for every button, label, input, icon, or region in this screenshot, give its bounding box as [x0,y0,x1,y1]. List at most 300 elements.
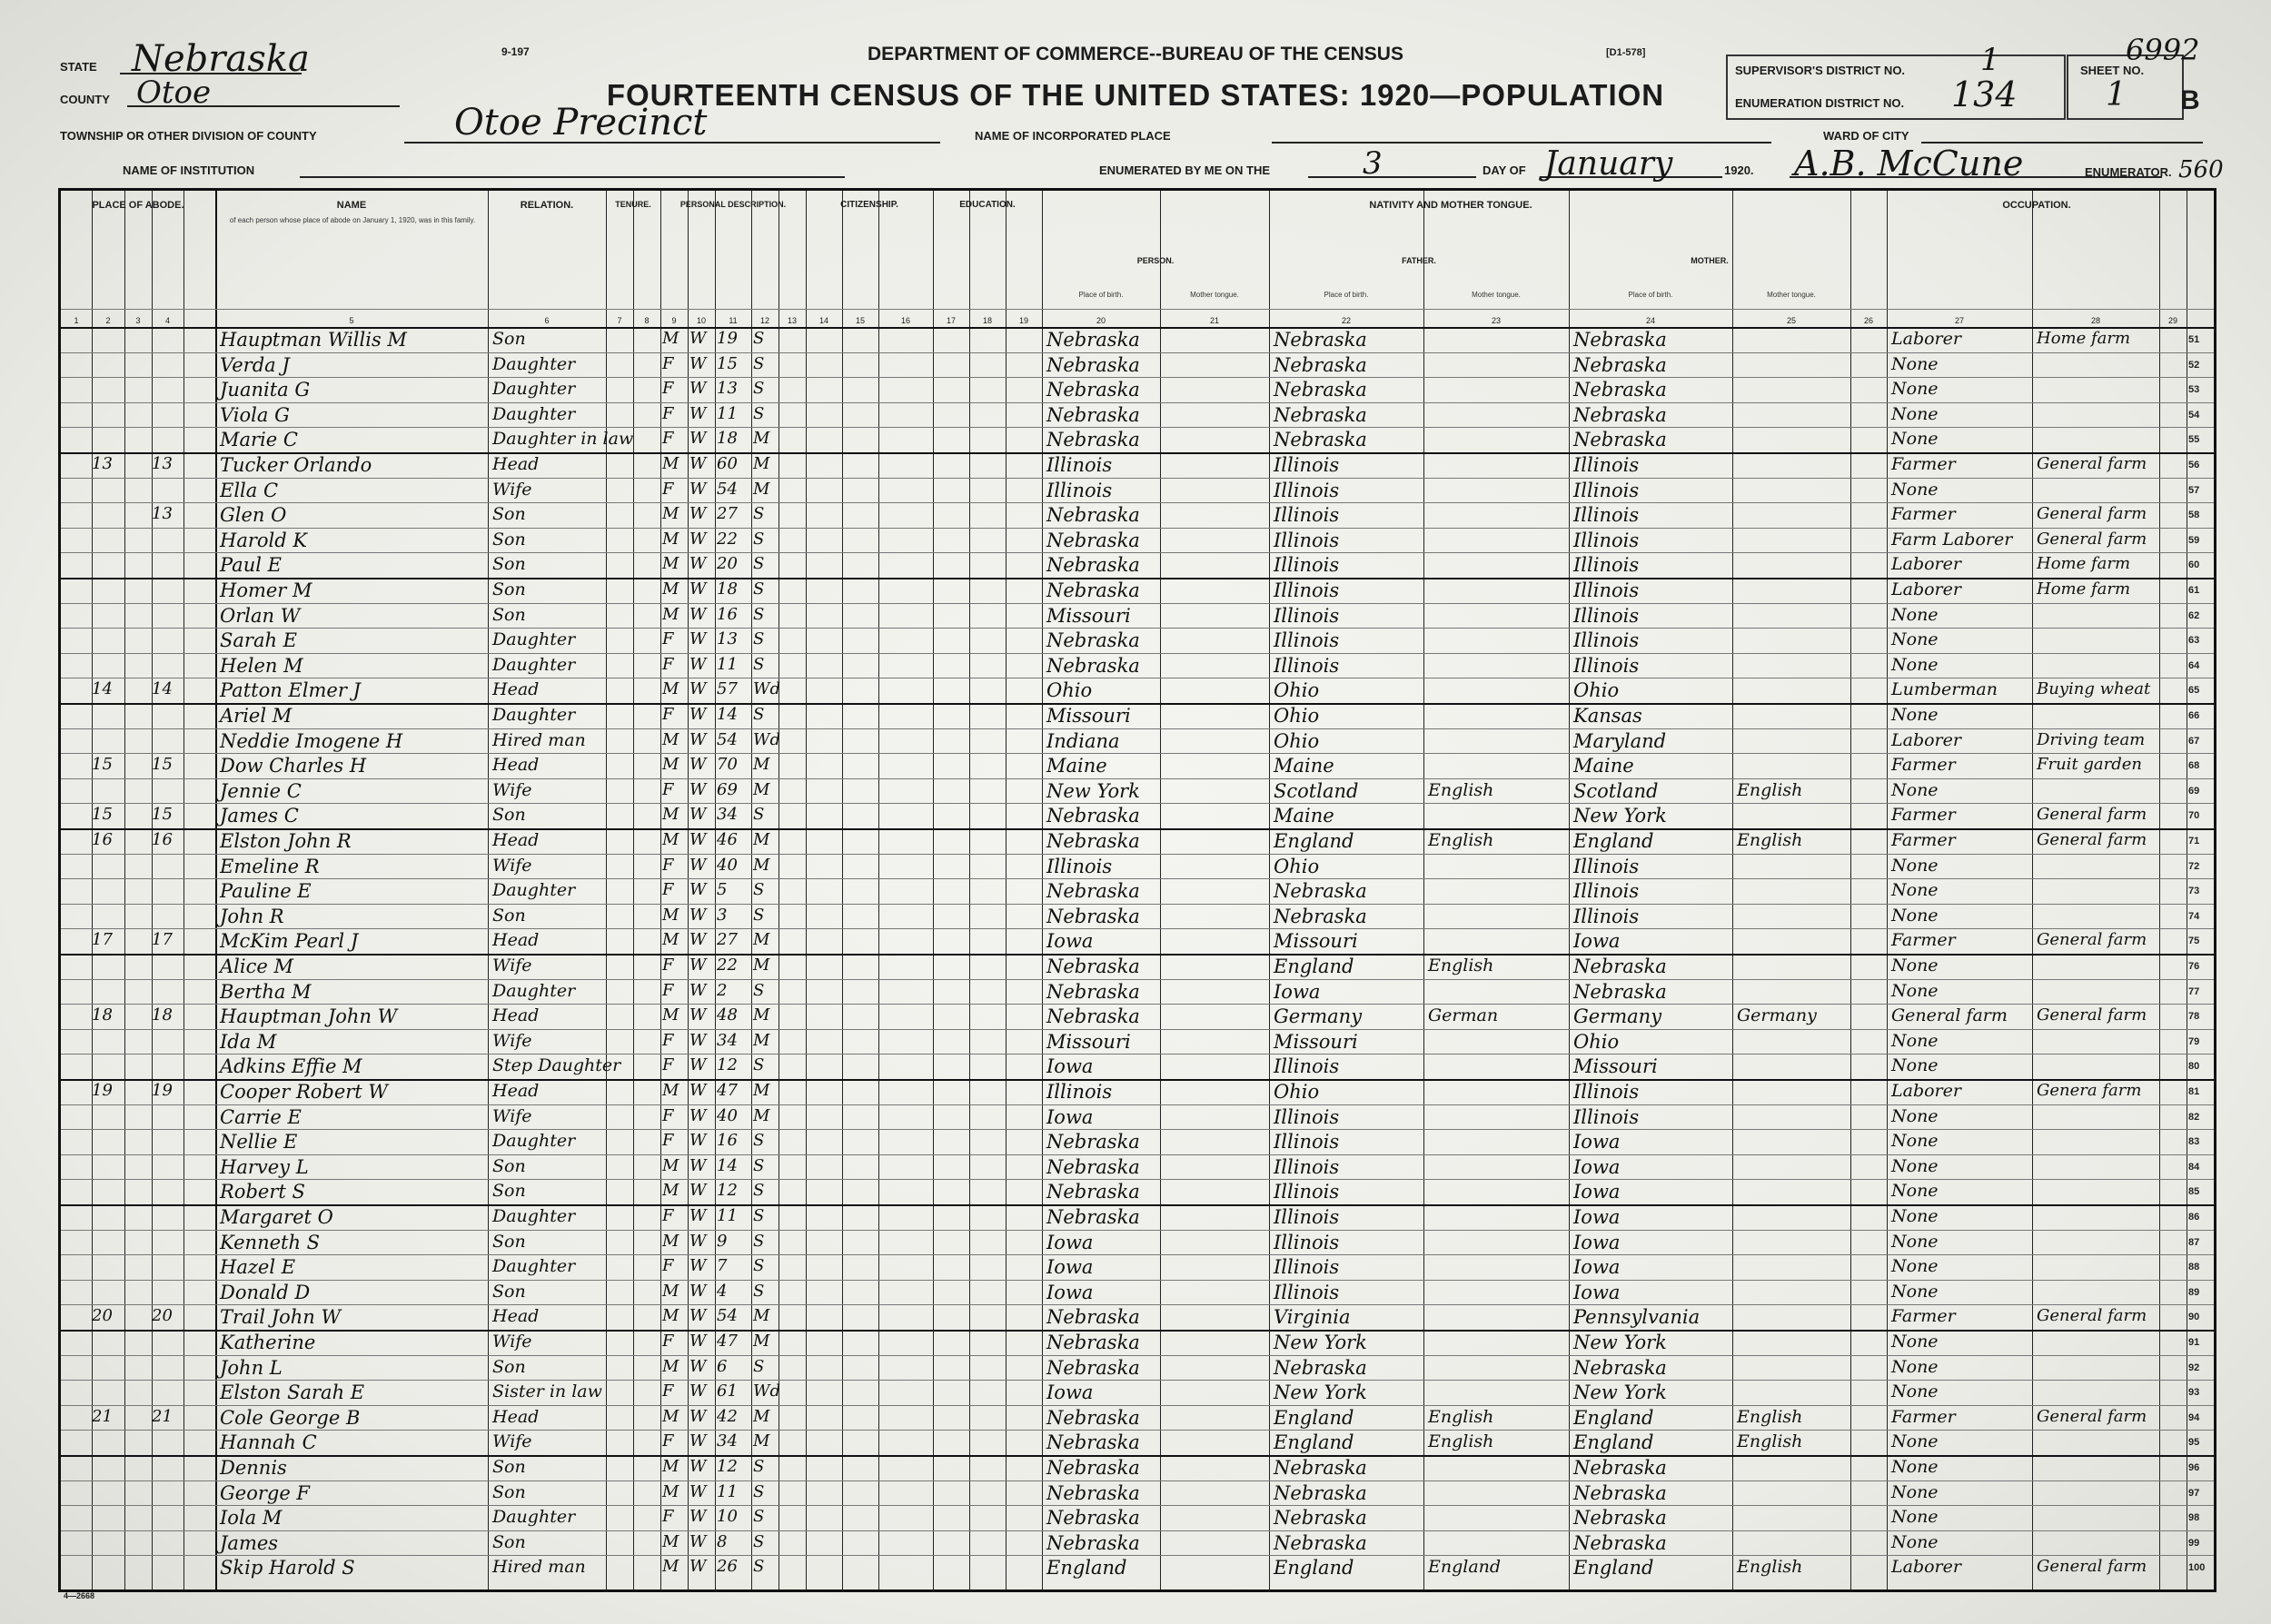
cell-race: W [689,805,707,825]
row-number: 82 [2188,1111,2200,1123]
cell-bp: New York [1046,779,1140,802]
row-number: 67 [2188,735,2200,747]
cell-sex: M [662,1081,679,1100]
cell-name: Harvey L [220,1155,309,1178]
cell-name: Bertha M [220,980,312,1003]
cell-race: W [689,1131,707,1151]
sheet-label: SHEET NO. [2080,64,2145,77]
cell-age: 14 [717,1155,738,1175]
row-number: 81 [2188,1086,2200,1097]
cell-occ: None [1891,1181,1939,1202]
cell-ind: General farm [2037,1306,2147,1326]
cell-name: Jennie C [220,779,302,802]
cell-age: 34 [717,1431,738,1451]
cell-sex: M [662,454,679,473]
cell-name: Sarah E [220,629,297,652]
enumerator-number: 560 [2178,156,2224,183]
cell-ms: S [753,880,765,900]
cell-fbp: Illinois [1274,1131,1340,1154]
cell-name: Patton Elmer J [220,679,361,702]
cell-rel: Head [492,755,540,776]
cell-race: W [689,1055,707,1075]
row-number: 77 [2188,985,2200,997]
cell-bp: Nebraska [1046,1155,1140,1178]
cell-bp: Nebraska [1046,1306,1140,1329]
cell-race: W [689,930,707,950]
cell-ind: General farm [2037,930,2147,950]
cell-fbp: Virginia [1274,1306,1351,1329]
cell-name: Cooper Robert W [220,1081,389,1103]
cell-name: John L [220,1356,283,1379]
column-number: 29 [2167,316,2177,325]
cell-rel: Wife [492,956,532,975]
cell-occ: Laborer [1891,1557,1961,1578]
cell-occ: None [1891,1256,1939,1277]
cell-race: W [689,403,707,423]
row-number: 66 [2188,710,2200,721]
row-number: 98 [2188,1512,2200,1524]
cell-sex: M [662,329,679,348]
row-number: 75 [2188,936,2200,947]
cell-rel: Head [492,1081,540,1101]
cell-ms: S [753,1557,765,1577]
cell-occ: None [1891,1206,1939,1226]
row-number: 83 [2188,1136,2200,1148]
census-table [58,188,2216,1592]
row-number: 74 [2188,910,2200,922]
cell-sex: F [662,855,674,875]
cell-bp: Nebraska [1046,1457,1140,1479]
ward-label: WARD OF CITY [1823,129,1909,143]
cell-rel: Head [492,1406,540,1427]
cell-fbp: Ohio [1274,729,1320,752]
cell-age: 70 [717,755,738,775]
supervisor-value: 1 [1980,42,2000,78]
cell-ind: General farm [2037,1557,2147,1577]
cell-name: James [220,1531,279,1554]
row-number: 70 [2188,810,2200,822]
father-tongue-head: Mother tongue. [1472,291,1521,299]
section-education: EDUCATION. [959,200,1016,210]
row-number: 93 [2188,1387,2200,1399]
cell-rel: Son [492,1281,526,1302]
cell-race: W [689,504,707,524]
form-number: 9-197 [501,45,530,58]
cell-ms: S [753,1206,765,1225]
cell-bp: Iowa [1046,1256,1094,1279]
cell-sex: M [662,579,679,599]
cell-occ: None [1891,956,1939,975]
cell-race: W [689,629,707,649]
cell-mbp: Pennsylvania [1573,1306,1701,1329]
cell-occ: Farmer [1891,1306,1956,1327]
cell-occ: None [1891,1131,1939,1152]
cell-race: W [689,353,707,373]
cell-mbp: Illinois [1573,529,1640,551]
cell-sex: F [662,403,674,423]
cell-age: 46 [717,830,738,849]
cell-bp: Nebraska [1046,905,1140,927]
cell-fmt: English [1428,956,1494,975]
cell-sex: M [662,1181,679,1201]
cell-sex: F [662,629,674,649]
cell-ms: M [753,1081,770,1100]
cell-ms: S [753,1055,765,1075]
cell-ms: S [753,654,765,674]
cell-occ: None [1891,1231,1939,1252]
column-number: 24 [1645,316,1655,325]
cell-mbp: Illinois [1573,454,1640,476]
cell-sex: F [662,1332,674,1351]
enumerated-day: 3 [1363,145,1383,182]
cell-sex: M [662,729,679,749]
enumerator-name: A.B. McCune [1794,144,2024,183]
row-number: 55 [2188,434,2200,446]
cell-mmt: English [1737,1431,1803,1452]
cell-race: W [689,604,707,624]
cell-name: Orlan W [220,604,301,627]
cell-fam: 17 [152,930,173,950]
row-number: 56 [2188,460,2200,470]
cell-rel: Son [492,1481,526,1502]
cell-ms: S [753,705,765,724]
cell-age: 10 [717,1507,738,1527]
cell-sex: M [662,1155,679,1175]
cell-bp: Nebraska [1046,1356,1140,1379]
cell-rel: Son [492,329,526,349]
row-number: 63 [2188,635,2200,647]
cell-dw: 18 [92,1005,113,1025]
enumerator-label: ENUMERATOR. [2085,165,2172,179]
row-number: 68 [2188,760,2200,772]
cell-bp: Illinois [1046,479,1113,501]
cell-fbp: New York [1274,1381,1367,1404]
cell-fbp: England [1274,1406,1354,1429]
cell-race: W [689,1206,707,1225]
section-nativity: NATIVITY AND MOTHER TONGUE. [1369,200,1532,211]
cell-age: 3 [717,905,728,925]
cell-fam: 13 [152,504,173,524]
cell-mbp: Illinois [1573,654,1640,677]
cell-name: George F [220,1481,311,1504]
column-number: 27 [1954,316,1964,325]
cell-fam: 13 [152,454,173,473]
cell-occ: None [1891,379,1939,400]
cell-sex: M [662,830,679,849]
cell-bp: Nebraska [1046,579,1140,601]
cell-mbp: Illinois [1573,579,1640,601]
mother-birthplace-head: Place of birth. [1628,291,1673,299]
cell-name: Viola G [220,403,290,426]
cell-rel: Son [492,554,526,575]
cell-sex: M [662,554,679,574]
column-number: 16 [900,316,910,325]
cell-age: 12 [717,1181,738,1201]
cell-rel: Son [492,529,526,550]
cell-race: W [689,1030,707,1050]
cell-rel: Son [492,805,526,826]
column-number: 2 [105,316,111,325]
incorporated-place-label: NAME OF INCORPORATED PLACE [975,129,1171,143]
cell-bp: Nebraska [1046,403,1140,426]
cell-ms: M [753,830,770,849]
cell-rel: Daughter [492,705,576,725]
cell-dw: 20 [92,1306,113,1326]
section-father: FATHER. [1402,256,1436,265]
cell-name: Verda J [220,353,290,376]
cell-fbp: Nebraska [1274,880,1367,903]
cell-bp: Nebraska [1046,1332,1140,1353]
cell-mbp: Illinois [1573,905,1640,927]
cell-race: W [689,830,707,849]
cell-age: 11 [717,1206,738,1225]
cell-ind: Home farm [2037,554,2131,574]
census-title: FOURTEENTH CENSUS OF THE UNITED STATES: 1920—POPULATION [606,78,1665,112]
cell-rel: Daughter [492,379,576,400]
cell-occ: Farmer [1891,830,1956,850]
cell-occ: None [1891,479,1939,500]
cell-ms: M [753,454,770,473]
cell-mbp: Illinois [1573,1105,1640,1128]
cell-sex: F [662,880,674,900]
row-number: 54 [2188,409,2200,421]
cell-sex: M [662,1231,679,1251]
section-tenure: TENURE. [615,200,651,209]
cell-race: W [689,1406,707,1426]
cell-ms: M [753,1332,770,1351]
cell-ind: General farm [2037,830,2147,849]
name-note: of each person whose place of abode on January 1, 1920, was in this family. [229,216,476,224]
cell-name: Harold K [220,529,308,551]
cell-bp: Missouri [1046,705,1131,727]
cell-name: Homer M [220,579,312,601]
cell-sex: F [662,1507,674,1527]
section-personal: PERSONAL DESCRIPTION. [679,200,787,209]
cell-race: W [689,529,707,549]
cell-name: Donald D [220,1281,311,1303]
cell-mbp: Nebraska [1573,1481,1667,1504]
row-number: 62 [2188,609,2200,621]
section-place-of-abode: PLACE OF ABODE. [92,200,184,211]
cell-bp: Nebraska [1046,980,1140,1003]
cell-fbp: Nebraska [1274,403,1367,426]
cell-race: W [689,1431,707,1451]
cell-mbp: Iowa [1573,1231,1621,1253]
sheet-stamp: 6992 [2126,33,2200,67]
cell-bp: Nebraska [1046,1481,1140,1504]
cell-sex: F [662,980,674,1000]
row-number: 96 [2188,1462,2200,1473]
cell-race: W [689,905,707,925]
row-number: 90 [2188,1312,2200,1323]
cell-name: Marie C [220,429,298,451]
cell-bp: Iowa [1046,1281,1094,1303]
cell-fbp: Missouri [1274,1030,1358,1053]
cell-sex: F [662,353,674,373]
column-number: 19 [1018,316,1028,325]
cell-rel: Wife [492,1431,532,1452]
cell-bp: Maine [1046,755,1107,777]
cell-rel: Son [492,604,526,625]
cell-mbp: Maryland [1573,729,1667,752]
cell-bp: Missouri [1046,1030,1131,1053]
cell-name: Dennis [220,1457,287,1479]
cell-name: John R [220,905,284,927]
cell-sex: F [662,1206,674,1225]
cell-occ: Farmer [1891,454,1956,474]
cell-fam: 16 [152,830,173,849]
cell-fam: 15 [152,755,173,775]
cell-occ: Farmer [1891,1406,1956,1427]
cell-sex: F [662,429,674,449]
cell-race: W [689,1381,707,1401]
cell-sex: M [662,1557,679,1577]
cell-fbp: Ohio [1274,705,1320,727]
column-number: 5 [349,316,354,325]
cell-ind: General farm [2037,454,2147,473]
cell-fbp: Illinois [1274,1256,1340,1279]
cell-mbp: Nebraska [1573,956,1667,977]
cell-bp: Nebraska [1046,1406,1140,1429]
cell-age: 54 [717,729,738,749]
cell-occ: None [1891,1281,1939,1302]
township-value: Otoe Precinct [454,102,708,144]
cell-age: 12 [717,1055,738,1075]
cell-rel: Son [492,1181,526,1202]
cell-age: 18 [717,429,738,449]
cell-bp: Nebraska [1046,1431,1140,1454]
cell-age: 60 [717,454,738,473]
cell-ms: S [753,1281,765,1301]
cell-bp: Iowa [1046,1055,1094,1078]
cell-sex: M [662,1457,679,1476]
row-number: 76 [2188,961,2200,972]
cell-bp: Illinois [1046,1081,1113,1103]
enumeration-value: 134 [1951,74,2018,114]
cell-age: 2 [717,980,728,1000]
cell-mbp: Maine [1573,755,1634,777]
cell-fbp: Illinois [1274,554,1340,577]
cell-occ: Laborer [1891,579,1961,599]
cell-ind: General farm [2037,504,2147,524]
cell-fbp: Illinois [1274,529,1340,551]
cell-sex: M [662,905,679,925]
cell-age: 47 [717,1332,738,1351]
cell-mbp: England [1573,1557,1654,1579]
person-tongue-head: Mother tongue. [1190,291,1239,299]
column-number: 9 [671,316,677,325]
cell-ms: S [753,353,765,373]
cell-rel: Son [492,1155,526,1176]
cell-sex: M [662,1481,679,1501]
cell-race: W [689,479,707,499]
cell-fbp: Illinois [1274,604,1340,627]
cell-dw: 14 [92,679,113,699]
state-label: STATE [60,60,97,74]
cell-ms: S [753,403,765,423]
cell-race: W [689,1306,707,1326]
cell-race: W [689,956,707,975]
cell-bp: Nebraska [1046,956,1140,977]
cell-occ: Laborer [1891,729,1961,750]
cell-age: 26 [717,1557,738,1577]
cell-ms: M [753,479,770,499]
cell-mbp: Ohio [1573,1030,1620,1053]
cell-occ: Farmer [1891,930,1956,951]
cell-fbp: Illinois [1274,1181,1340,1203]
cell-occ: Laborer [1891,554,1961,575]
cell-race: W [689,1507,707,1527]
cell-ms: M [753,1406,770,1426]
cell-age: 27 [717,930,738,950]
cell-mbp: England [1573,830,1654,852]
cell-ind: General farm [2037,1005,2147,1025]
cell-mbp: Nebraska [1573,329,1667,351]
cell-fbp: Illinois [1274,1231,1340,1253]
cell-age: 61 [717,1381,738,1401]
cell-race: W [689,1231,707,1251]
column-number: 18 [982,316,992,325]
county-value: Otoe [136,74,212,111]
cell-race: W [689,1181,707,1201]
cell-ms: M [753,956,770,975]
cell-mbp: Illinois [1573,504,1640,527]
cell-occ: None [1891,1155,1939,1176]
cell-sex: M [662,1531,679,1551]
cell-rel: Son [492,905,526,926]
enumeration-label: ENUMERATION DISTRICT NO. [1735,96,1905,110]
cell-rel: Wife [492,1332,532,1352]
cell-ms: S [753,1131,765,1151]
cell-ms: M [753,1306,770,1326]
cell-sex: M [662,1306,679,1326]
sheet-value: 1 [2106,76,2127,114]
row-number: 51 [2188,334,2200,345]
cell-fbp: Illinois [1274,1155,1340,1178]
cell-mbp: Nebraska [1573,353,1667,376]
cell-ms: S [753,1507,765,1527]
day-of-label: DAY OF [1483,163,1526,177]
cell-ind: Home farm [2037,579,2131,599]
cell-mbp: Iowa [1573,1155,1621,1178]
year-suffix: 1920. [1724,163,1754,177]
cell-race: W [689,1155,707,1175]
cell-mbp: Nebraska [1573,379,1667,401]
cell-occ: None [1891,1356,1939,1377]
cell-ms: S [753,554,765,574]
column-number: 23 [1491,316,1501,325]
cell-bp: Iowa [1046,930,1094,953]
cell-race: W [689,679,707,699]
cell-mmt: English [1737,1406,1803,1427]
cell-age: 11 [717,1481,738,1501]
row-number: 94 [2188,1411,2200,1423]
cell-name: McKim Pearl J [220,930,359,953]
cell-mbp: Nebraska [1573,1531,1667,1554]
cell-sex: M [662,1356,679,1376]
cell-age: 5 [717,880,728,900]
cell-fbp: Iowa [1274,980,1321,1003]
column-number: 7 [617,316,622,325]
cell-sex: F [662,779,674,799]
cell-name: Katherine [220,1332,316,1353]
cell-mbp: Iowa [1573,930,1621,953]
row-number: 52 [2188,359,2200,371]
cell-occ: Farmer [1891,805,1956,826]
cell-sex: F [662,479,674,499]
cell-occ: Laborer [1891,329,1961,349]
cell-sex: M [662,1281,679,1301]
